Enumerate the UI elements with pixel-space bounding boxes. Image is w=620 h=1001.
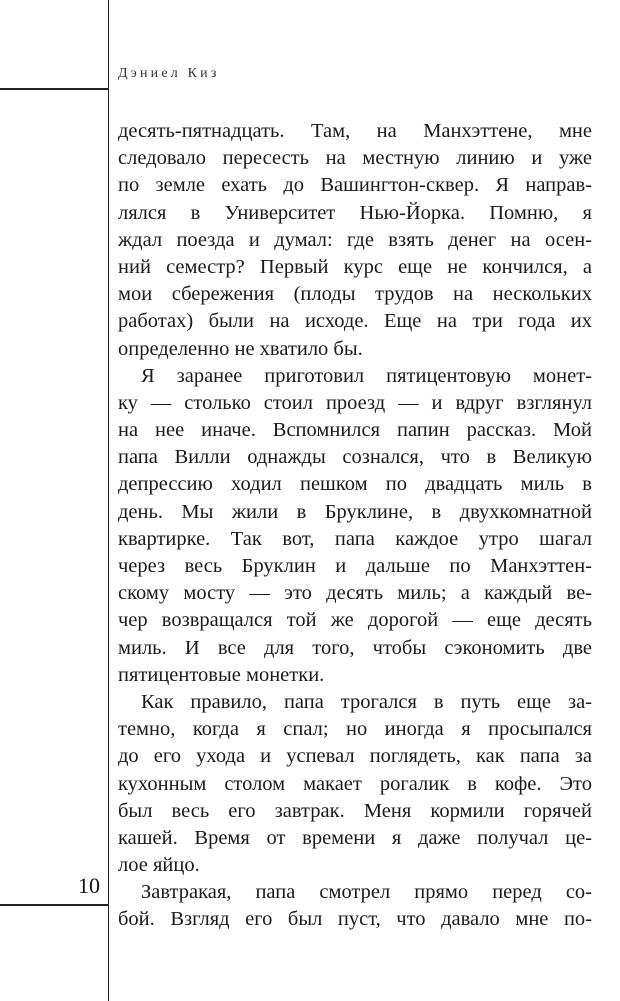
header-rule (0, 88, 109, 90)
body-text (118, 118, 592, 934)
page-number: 10 (78, 873, 100, 898)
text-line: десять-пятнадцать. Там, на Манхэттене, мне (118, 120, 592, 142)
text-line: темно, когда я спал; но иногда я просыпался (118, 718, 592, 741)
text-line: работах) были на исходе. Еще на три года их (118, 310, 592, 333)
text-line: лялся в Университет Нью-Йорка. Помню, я (118, 201, 592, 224)
running-head: Дэниел Киз (118, 66, 220, 81)
text-line: депрессию ходил пешком по двадцать миль в (118, 473, 592, 496)
text-line: кухонным столом макает рогалик в кофе. Это (118, 772, 592, 795)
text-line: ждал поезда и думал: где взять денег на осен- (118, 228, 592, 251)
text-line: Завтракая, папа смотрел прямо перед со- (141, 881, 592, 904)
text-line: лое яйцо. (118, 854, 200, 877)
text-line: ку — столько стоил проезд — и вдруг взглянул (118, 391, 592, 414)
text-line: пятицентовые монетки. (118, 663, 325, 686)
text-line: Я заранее приготовил пятицентовую монет- (141, 364, 592, 387)
text-line: день. Мы жили в Бруклине, в двухкомнатной (118, 500, 592, 523)
text-line: ний семестр? Первый курс еще не кончился, а (118, 255, 592, 278)
text-line: чер возвращался той же дорогой — еще десять (118, 609, 592, 632)
margin-vertical-rule (108, 0, 109, 1001)
text-line: кашей. Время от времени я даже получал це- (118, 826, 592, 849)
text-line: квартирке. Так вот, папа каждое утро шагал (118, 527, 592, 550)
text-line: был весь его завтрак. Меня кормили горячей (118, 799, 592, 822)
text-line: папа Вилли однажды сознался, что в Великую (118, 446, 592, 469)
text-line: до его ухода и успевал поглядеть, как папа за (118, 745, 592, 768)
text-line: мои сбережения (плоды трудов на нескольких (118, 283, 592, 306)
text-line: миль. И все для того, чтобы сэкономить две (118, 636, 592, 659)
footer-rule (0, 904, 109, 906)
text-line: на нее иначе. Вспомнился папин рассказ. Мой (118, 419, 592, 442)
text-line: Как правило, папа трогался в путь еще за- (141, 690, 592, 713)
text-line: бой. Взгляд его был пуст, что давало мне по- (118, 908, 592, 931)
text-line: определенно не хватило бы. (118, 337, 363, 360)
text-line: следовало пересесть на местную линию и уже (118, 147, 592, 170)
text-line: скому мосту — это десять миль; а каждый ве- (118, 582, 592, 605)
text-line: через весь Бруклин и дальше по Манхэттен- (118, 555, 592, 577)
text-line: по земле ехать до Вашингтон-сквер. Я направ- (118, 174, 592, 197)
